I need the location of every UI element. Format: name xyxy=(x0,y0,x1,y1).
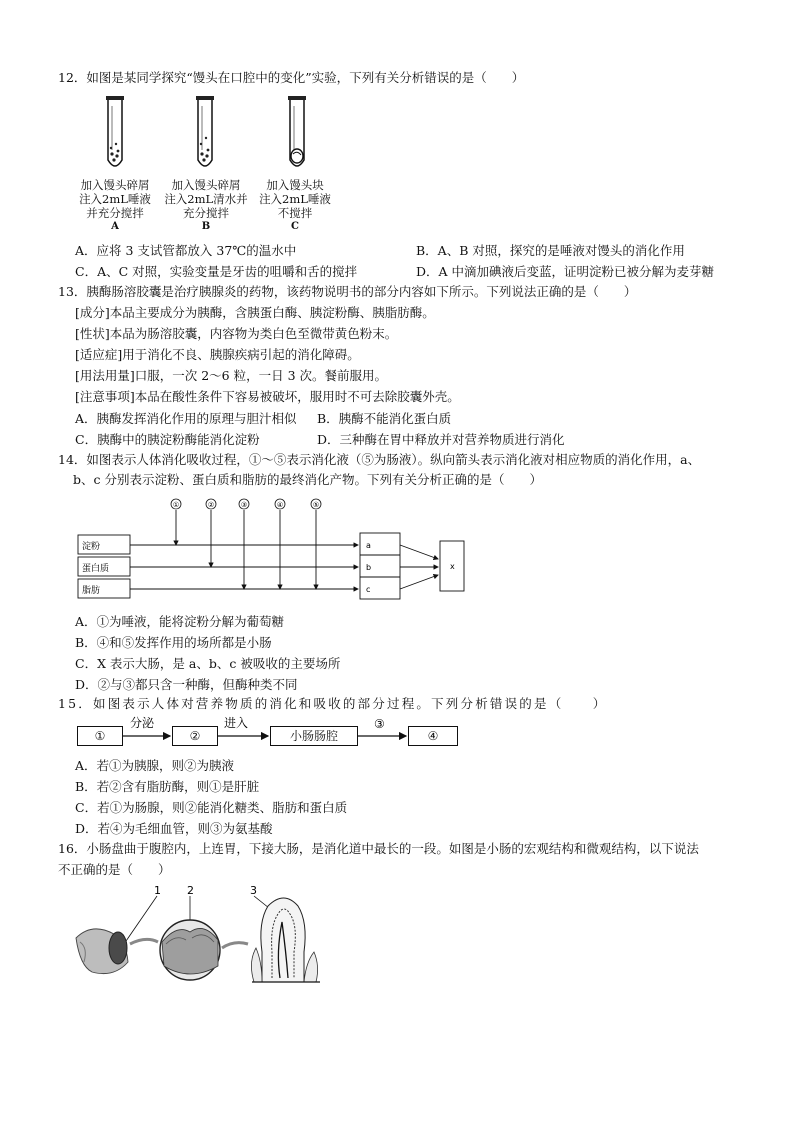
q14-stem-line1: 14．如图表示人体消化吸收过程，①～⑤表示消化液（⑤为肠液）。纵向箭头表示消化液对相应物质的消化作用，a、 xyxy=(58,452,701,467)
q15-option-d[interactable]: D．若④为毛细血管，则③为氨基酸 xyxy=(75,821,273,836)
q14-option-b[interactable]: B．④和⑤发挥作用的场所都是小肠 xyxy=(75,635,272,650)
enzyme-number-5 xyxy=(311,499,321,509)
tube-b-label: 加入馒头碎屑 注入2mL清水并 充分搅拌 B xyxy=(164,178,248,232)
q12-option-c[interactable]: C．A、C 对照，实验变量是牙齿的咀嚼和舌的搅拌 xyxy=(75,264,358,279)
arrow-label-secrete: 分泌 xyxy=(130,716,155,730)
flow-box-1: ① xyxy=(77,726,123,746)
enzyme-number-1 xyxy=(171,499,181,509)
q12-option-d[interactable]: D．A 中滴加碘液后变蓝，证明淀粉已被分解为麦芽糖 xyxy=(416,264,715,279)
label-3: 3 xyxy=(250,884,257,897)
enzyme-number-2 xyxy=(206,499,216,509)
q13-option-c[interactable]: C．胰酶中的胰淀粉酶能消化淀粉 xyxy=(75,432,260,447)
q15-stem: 15．如图表示人体对营养物质的消化和吸收的部分过程。下列分析错误的是（ ） xyxy=(58,696,608,711)
tube-a-label: 加入馒头碎屑 注入2mL唾液 并充分搅拌 A xyxy=(79,178,151,232)
svg-text:④: ④ xyxy=(276,501,284,509)
q13-option-b[interactable]: B．胰酶不能消化蛋白质 xyxy=(317,411,452,426)
arrow-label-3: ③ xyxy=(374,717,385,731)
svg-text:⑤: ⑤ xyxy=(312,501,320,509)
q16-stem-line2: 不正确的是（ ） xyxy=(58,862,171,877)
q16-small-intestine-illustration xyxy=(62,882,342,986)
q13-precautions: [注意事项]本品在酸性条件下容易被破坏，服用时不可去除胶囊外壳。 xyxy=(75,389,460,404)
product-a: a xyxy=(366,541,371,550)
row-label-starch: 淀粉 xyxy=(82,542,101,552)
mucosa-folds-icon xyxy=(160,920,220,980)
q16-stem-line1: 16．小肠盘曲于腹腔内，上连胃，下接大肠，是消化道中最长的一段。如图是小肠的宏观结构和微观结构，以下说法 xyxy=(58,841,699,856)
q15-option-a[interactable]: A．若①为胰腺，则②为胰液 xyxy=(75,758,235,773)
flow-box-2: ② xyxy=(172,726,218,746)
product-c: c xyxy=(366,585,371,594)
tube-c-label: 加入馒头块 注入2mL唾液 不搅拌 C xyxy=(259,178,331,232)
q15-flow-arrows xyxy=(120,714,412,748)
row-label-fat: 脂肪 xyxy=(82,586,101,596)
q12-option-a[interactable]: A．应将 3 支试管都放入 37℃的温水中 xyxy=(75,243,297,258)
q13-option-a[interactable]: A．胰酶发挥消化作用的原理与胆汁相似 xyxy=(75,411,297,426)
q14-stem-line2: b、c 分别表示淀粉、蛋白质和脂肪的最终消化产物。下列有关分析正确的是（ ） xyxy=(73,472,542,487)
svg-text:③: ③ xyxy=(240,501,248,509)
tube-a-icon xyxy=(106,96,124,166)
svg-text:①: ① xyxy=(172,501,180,509)
label-1: 1 xyxy=(154,884,161,897)
enzyme-number-3 xyxy=(239,499,249,509)
q13-stem: 13．胰酶肠溶胶囊是治疗胰腺炎的药物，该药物说明书的部分内容如下所示。下列说法正确的是（ ） xyxy=(58,284,637,299)
q13-dosage: [用法用量]口服，一次 2～6 粒，一日 3 次。餐前服用。 xyxy=(75,368,388,383)
tube-c-icon xyxy=(288,96,306,166)
row-label-protein: 蛋白质 xyxy=(82,564,110,574)
villus-icon xyxy=(251,898,320,982)
q13-option-d[interactable]: D．三种酶在胃中释放并对营养物质进行消化 xyxy=(317,432,565,447)
product-b: b xyxy=(366,563,372,572)
q12-test-tubes xyxy=(60,92,360,178)
intestine-tube-icon xyxy=(76,929,128,974)
q13-indications: [适应症]用于消化不良、胰腺疾病引起的消化障碍。 xyxy=(75,347,360,362)
q15-option-b[interactable]: B．若②含有脂肪酶，则①是肝脏 xyxy=(75,779,260,794)
q12-stem: 12．如图是某同学探究“馒头在口腔中的变化”实验，下列有关分析错误的是（ ） xyxy=(58,70,525,85)
enzyme-number-4 xyxy=(275,499,285,509)
q14-option-c[interactable]: C．X 表示大肠，是 a、b、c 被吸收的主要场所 xyxy=(75,656,341,671)
absorption-x: x xyxy=(450,562,455,571)
flow-box-intestine: 小肠肠腔 xyxy=(270,726,358,746)
tube-b-icon xyxy=(196,96,214,166)
q13-properties: [性状]本品为肠溶胶囊，内容物为类白色至微带黄色粉末。 xyxy=(75,326,398,341)
q14-option-a[interactable]: A．①为唾液，能将淀粉分解为葡萄糖 xyxy=(75,614,285,629)
arrow-label-enter: 进入 xyxy=(224,716,249,730)
flow-box-4: ④ xyxy=(408,726,458,746)
q14-digestion-diagram xyxy=(72,495,482,607)
label-2: 2 xyxy=(187,884,194,897)
q13-ingredients: [成分]本品主要成分为胰酶，含胰蛋白酶、胰淀粉酶、胰脂肪酶。 xyxy=(75,305,435,320)
q12-option-b[interactable]: B．A、B 对照，探究的是唾液对馒头的消化作用 xyxy=(416,243,685,258)
q15-option-c[interactable]: C．若①为肠腺，则②能消化糖类、脂肪和蛋白质 xyxy=(75,800,348,815)
svg-text:②: ② xyxy=(207,501,215,509)
q14-option-d[interactable]: D．②与③都只含一种酶，但酶种类不同 xyxy=(75,677,298,692)
